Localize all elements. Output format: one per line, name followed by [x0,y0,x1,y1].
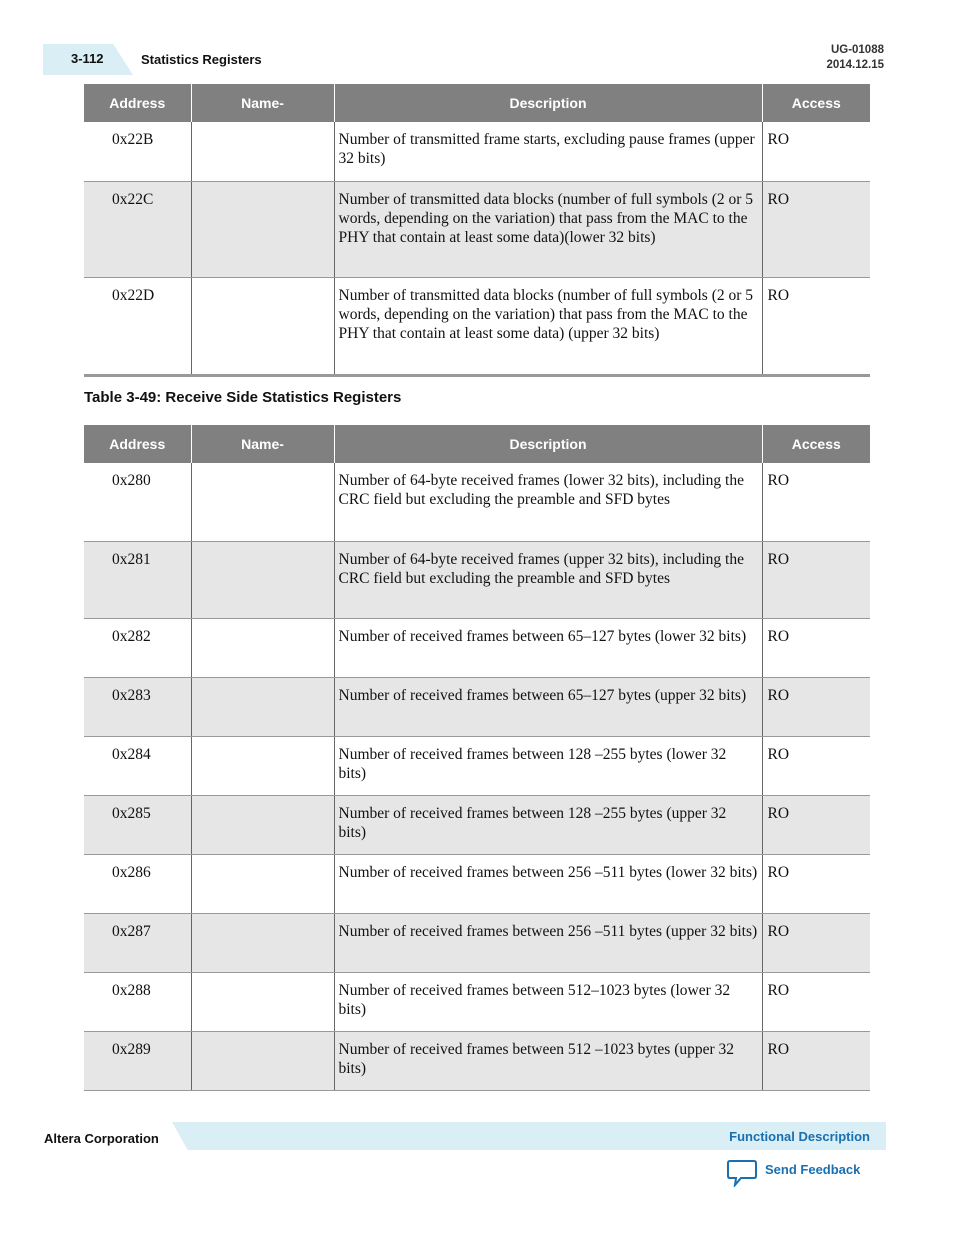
name-cell [191,541,334,618]
speech-bubble-icon[interactable] [727,1159,757,1187]
table-header-row [84,425,870,463]
functional-description-link[interactable]: Functional Description [729,1129,870,1144]
description-cell: Number of received frames between 256 –511 bytes (upper 32 bits) [334,913,762,972]
address-cell: 0x22B [84,122,191,181]
access-cell: RO [762,618,870,677]
access-cell: RO [762,854,870,913]
col-header-name: Name- [191,425,334,463]
access-cell: RO [762,913,870,972]
table-row [84,541,870,618]
doc-id: UG-01088 [830,44,884,56]
description-cell: Number of received frames between 65–127 bytes (upper 32 bits) [334,677,762,736]
address-cell: 0x283 [84,677,191,736]
name-cell [191,463,334,541]
tx-statistics-table [84,84,870,377]
table-header-row [84,84,870,122]
table-row [84,795,870,854]
access-cell: RO [762,463,870,541]
description-cell: Number of received frames between 128 –255 bytes (upper 32 bits) [334,795,762,854]
table-row [84,277,870,375]
name-cell [191,618,334,677]
col-header-name: Name- [191,84,334,122]
access-cell: RO [762,277,870,375]
table-row [84,1031,870,1090]
col-header-access: Access [762,425,870,463]
description-cell: Number of transmitted data blocks (number of full symbols (2 or 5 words, depending on the variation) that pass from the MAC to the PHY that contain at least some data)(lower 32 bits) [334,181,762,277]
col-header-access: Access [762,84,870,122]
doc-id-block [826,43,884,73]
description-cell: Number of received frames between 512 –1023 bytes (upper 32 bits) [334,1031,762,1090]
table-row [84,618,870,677]
name-cell [191,795,334,854]
address-cell: 0x286 [84,854,191,913]
rx-statistics-table [84,425,870,1091]
name-cell [191,972,334,1031]
col-header-address: Address [84,84,191,122]
description-cell: Number of transmitted data blocks (number of full symbols (2 or 5 words, depending on the variation) that pass from the MAC to the PHY that contain at least some data) (upper 32 bits) [334,277,762,375]
address-cell: 0x281 [84,541,191,618]
table-row [84,913,870,972]
access-cell: RO [762,181,870,277]
address-cell: 0x22C [84,181,191,277]
col-header-address: Address [84,425,191,463]
name-cell [191,854,334,913]
table-row [84,677,870,736]
access-cell: RO [762,795,870,854]
address-cell: 0x285 [84,795,191,854]
name-cell [191,736,334,795]
send-feedback-link[interactable]: Send Feedback [765,1162,861,1177]
name-cell [191,277,334,375]
table-row [84,972,870,1031]
table-row [84,181,870,277]
access-cell: RO [762,541,870,618]
table-row [84,463,870,541]
name-cell [191,181,334,277]
description-cell: Number of 64-byte received frames (lower 32 bits), including the CRC field but excluding the preamble and SFD bytes [334,463,762,541]
address-cell: 0x22D [84,277,191,375]
address-cell: 0x289 [84,1031,191,1090]
description-cell: Number of received frames between 256 –511 bytes (lower 32 bits) [334,854,762,913]
access-cell: RO [762,1031,870,1090]
description-cell: Number of 64-byte received frames (upper 32 bits), including the CRC field but excluding the preamble and SFD bytes [334,541,762,618]
table-row [84,854,870,913]
col-header-description: Description [334,84,762,122]
name-cell [191,122,334,181]
name-cell [191,913,334,972]
page-number: 3-112 [71,51,104,66]
access-cell: RO [762,972,870,1031]
description-cell: Number of received frames between 65–127 bytes (lower 32 bits) [334,618,762,677]
section-title: Statistics Registers [141,52,262,67]
table-caption: Table 3-49: Receive Side Statistics Registers [84,389,402,406]
address-cell: 0x287 [84,913,191,972]
address-cell: 0x280 [84,463,191,541]
table-row [84,122,870,181]
description-cell: Number of received frames between 128 –255 bytes (lower 32 bits) [334,736,762,795]
access-cell: RO [762,736,870,795]
access-cell: RO [762,677,870,736]
footer-company: Altera Corporation [44,1131,159,1146]
description-cell: Number of received frames between 512–1023 bytes (lower 32 bits) [334,972,762,1031]
name-cell [191,677,334,736]
address-cell: 0x284 [84,736,191,795]
col-header-description: Description [334,425,762,463]
access-cell: RO [762,122,870,181]
name-cell [191,1031,334,1090]
address-cell: 0x288 [84,972,191,1031]
address-cell: 0x282 [84,618,191,677]
table-row [84,736,870,795]
doc-date: 2014.12.15 [826,59,884,71]
description-cell: Number of transmitted frame starts, excluding pause frames (upper 32 bits) [334,122,762,181]
